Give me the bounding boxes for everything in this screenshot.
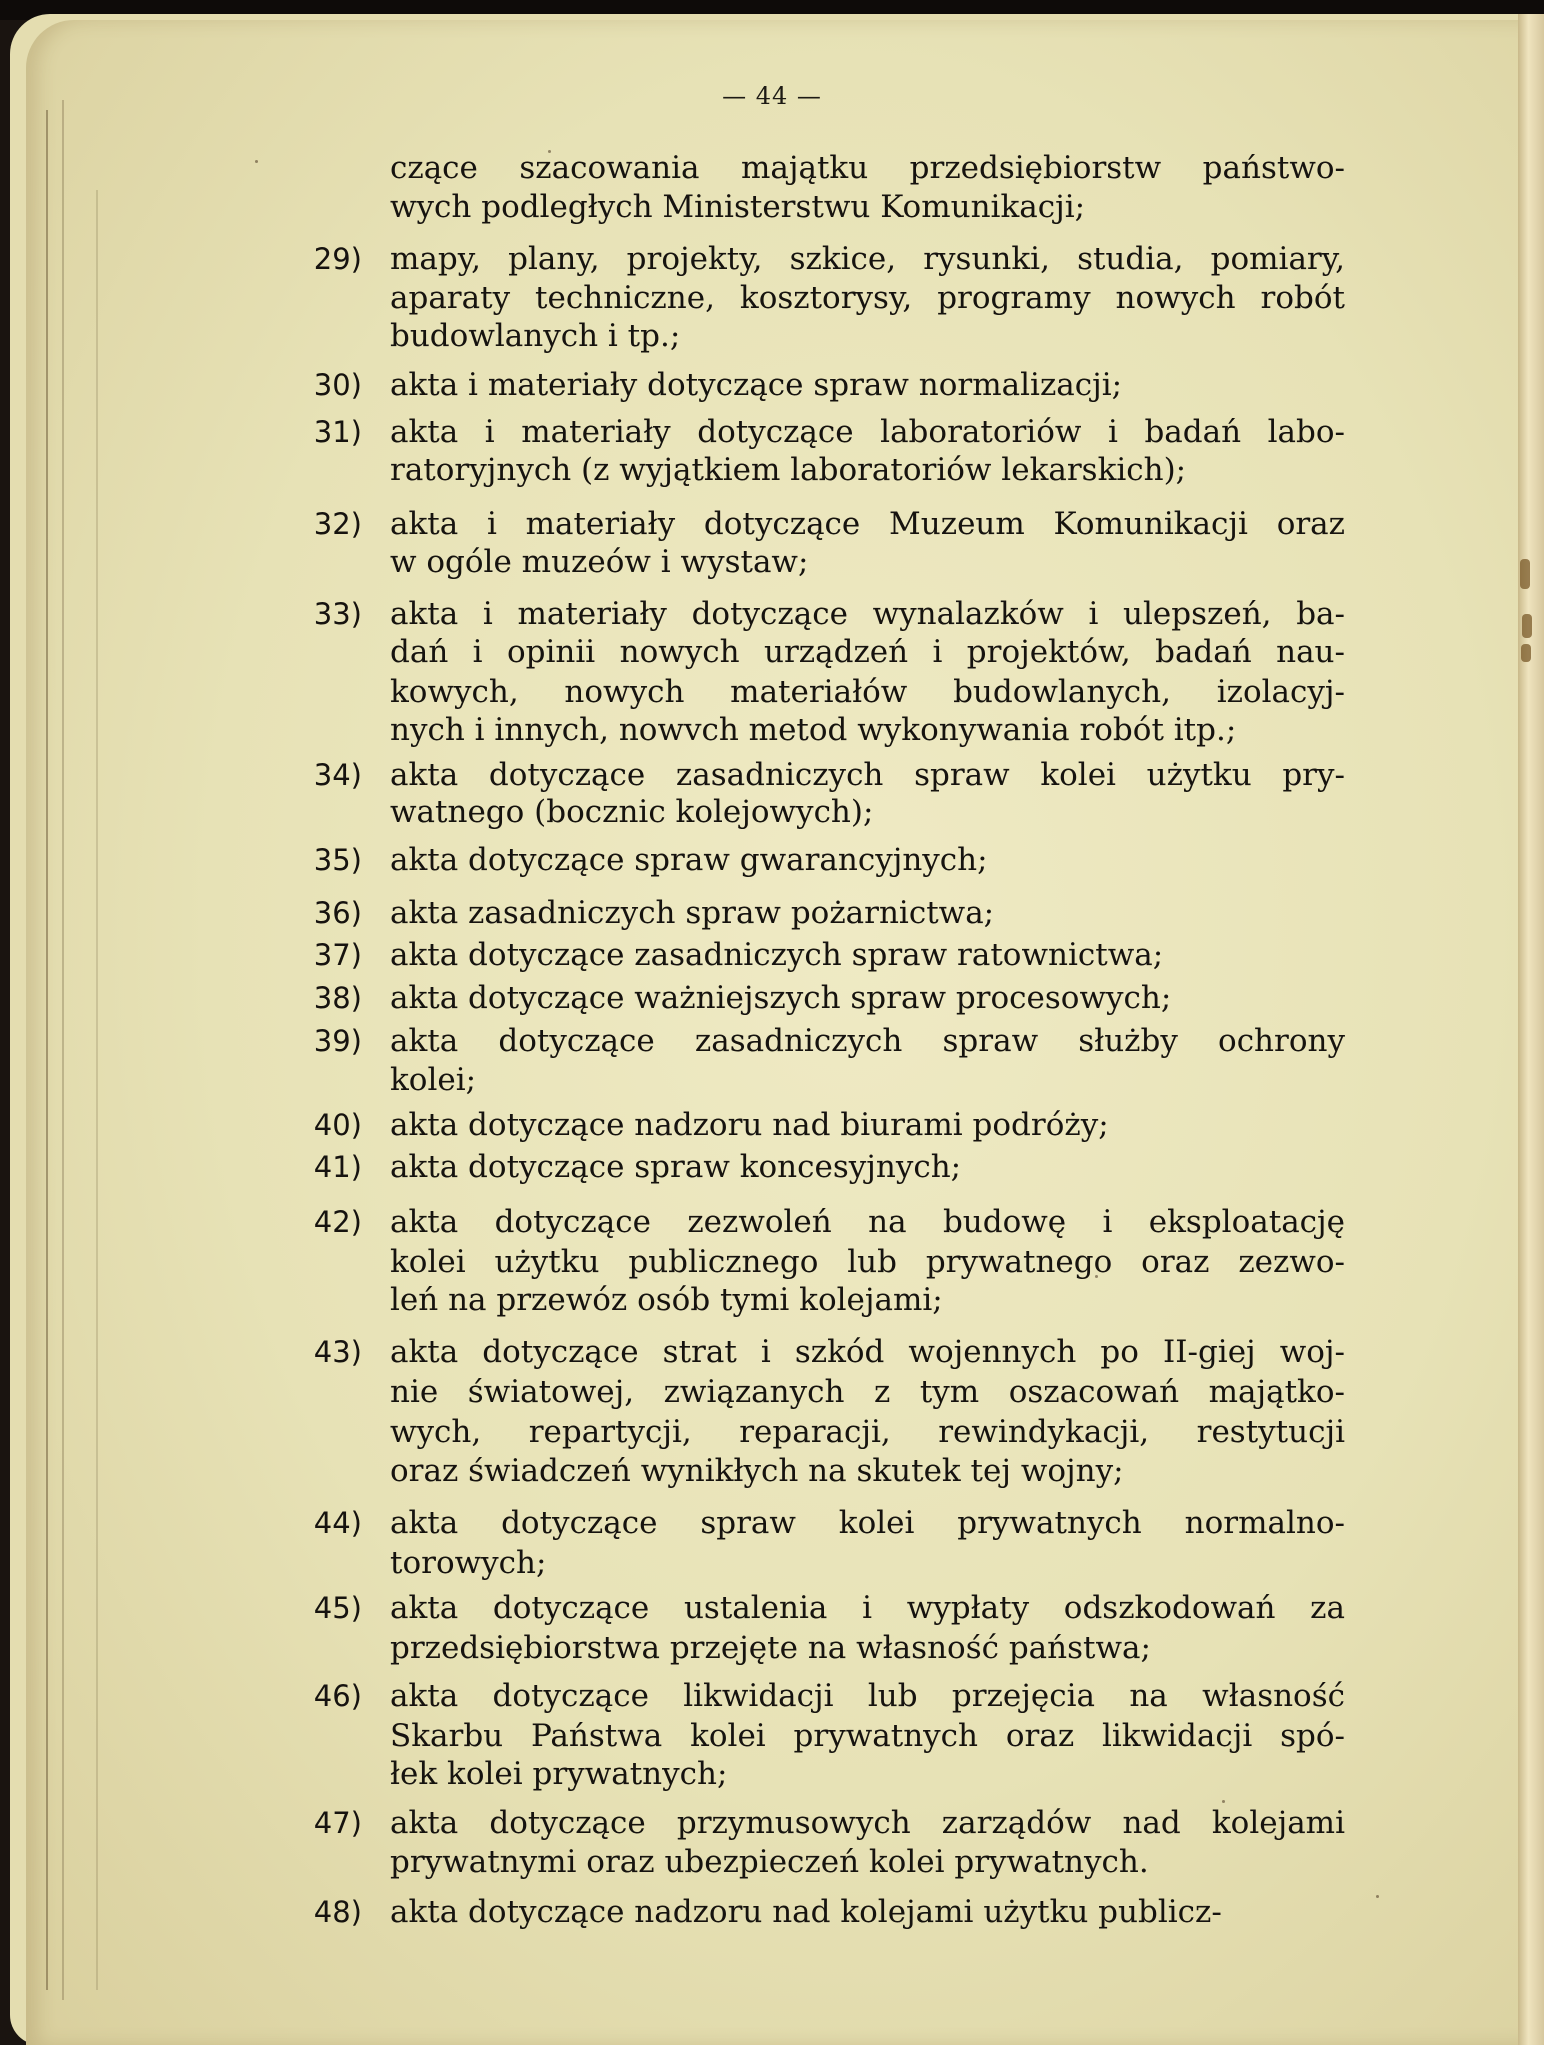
item-text-line: akta i materiały dotyczące laboratoriów i badań labo- bbox=[390, 414, 1345, 450]
item-text-line: akta dotyczące zasadniczych spraw kolei użytku pry- bbox=[390, 757, 1345, 793]
item-number: 34) bbox=[313, 758, 362, 792]
paper-speck bbox=[255, 160, 258, 163]
stain-mark bbox=[1520, 559, 1530, 589]
item-number: 42) bbox=[313, 1205, 362, 1239]
item-text-line: akta dotyczące likwidacji lub przejęcia na własność bbox=[390, 1678, 1345, 1714]
item-text-line: akta dotyczące zasadniczych spraw ratownictwa; bbox=[390, 937, 1164, 973]
item-text-line: aparaty techniczne, kosztorysy, programy nowych robót bbox=[390, 280, 1345, 316]
page-fold-line bbox=[46, 110, 48, 1990]
item-text-line: nie światowej, związanych z tym oszacowań majątko- bbox=[390, 1374, 1345, 1410]
item-text-line: kolei użytku publicznego lub prywatnego oraz zezwo- bbox=[390, 1244, 1345, 1280]
item-text-line: łek kolei prywatnych; bbox=[390, 1756, 728, 1792]
item-text-line: akta dotyczące zezwoleń na budowę i eksploatację bbox=[390, 1204, 1345, 1240]
page-fold-line bbox=[62, 100, 64, 2000]
item-text-line: akta zasadniczych spraw pożarnictwa; bbox=[390, 895, 995, 931]
stain-mark bbox=[1521, 644, 1531, 662]
paper-speck bbox=[1376, 1895, 1379, 1898]
item-number: 47) bbox=[313, 1806, 362, 1840]
item-text-line: Skarbu Państwa kolei prywatnych oraz likwidacji spó- bbox=[390, 1718, 1345, 1754]
item-text-line: przedsiębiorstwa przejęte na własność państwa; bbox=[390, 1630, 1151, 1666]
item-number: 41) bbox=[313, 1150, 362, 1184]
item-text-line: akta dotyczące strat i szkód wojennych po II-giej woj- bbox=[390, 1334, 1345, 1370]
item-number: 36) bbox=[313, 896, 362, 930]
item-number: 46) bbox=[313, 1679, 362, 1713]
item-number: 40) bbox=[313, 1108, 362, 1142]
item-text-line: akta dotyczące spraw koncesyjnych; bbox=[390, 1149, 962, 1185]
item-number: 37) bbox=[313, 938, 362, 972]
item-text-line: oraz świadczeń wynikłych na skutek tej wojny; bbox=[390, 1453, 1124, 1489]
item-number: 39) bbox=[313, 1024, 362, 1058]
item-text-line: dań i opinii nowych urządzeń i projektów, badań nau- bbox=[390, 634, 1345, 670]
item-number: 44) bbox=[313, 1506, 362, 1540]
item-text-line: akta dotyczące spraw kolei prywatnych normalno- bbox=[390, 1505, 1345, 1541]
item-text-line: nych i innych, nowvch metod wykonywania robót itp.; bbox=[390, 712, 1237, 748]
item-number: 32) bbox=[313, 507, 362, 541]
page-fold-line bbox=[96, 190, 98, 1990]
item-text-line: akta i materiały dotyczące wynalazków i ulepszeń, ba- bbox=[390, 596, 1345, 632]
item-number: 29) bbox=[313, 242, 362, 276]
item-text-line: akta dotyczące spraw gwarancyjnych; bbox=[390, 842, 988, 878]
item-text-line: torowych; bbox=[390, 1545, 547, 1581]
item-text-line: akta dotyczące nadzoru nad kolejami użytku publicz- bbox=[390, 1894, 1222, 1930]
item-text-line: akta dotyczące przymusowych zarządów nad kolejami bbox=[390, 1805, 1345, 1841]
item-number: 35) bbox=[313, 843, 362, 877]
item-text-line: akta dotyczące nadzoru nad biurami podróży; bbox=[390, 1107, 1109, 1143]
item-text-line: akta i materiały dotyczące Muzeum Komunikacji oraz bbox=[390, 506, 1345, 542]
item-text-line: wych, repartycji, reparacji, rewindykacji, restytucji bbox=[390, 1414, 1345, 1450]
item-number: 43) bbox=[313, 1335, 362, 1369]
right-page-edge bbox=[1518, 14, 1544, 2045]
item-text-line: prywatnymi oraz ubezpieczeń kolei prywatnych. bbox=[390, 1844, 1149, 1880]
item-number: 48) bbox=[313, 1895, 362, 1929]
item-text-line: akta dotyczące ważniejszych spraw procesowych; bbox=[390, 980, 1172, 1016]
page-number: — 44 — bbox=[722, 82, 822, 110]
continuation-line: wych podległych Ministerstwu Komunikacji; bbox=[390, 189, 1086, 225]
item-number: 30) bbox=[313, 368, 362, 402]
item-text-line: mapy, plany, projekty, szkice, rysunki, studia, pomiary, bbox=[390, 241, 1345, 277]
item-text-line: ratoryjnych (z wyjątkiem laboratoriów lekarskich); bbox=[390, 452, 1187, 488]
item-text-line: watnego (bocznic kolejowych); bbox=[390, 794, 874, 830]
paper-speck bbox=[1222, 1800, 1225, 1803]
item-text-line: w ogóle muzeów i wystaw; bbox=[390, 544, 809, 580]
item-text-line: akta dotyczące zasadniczych spraw służby ochrony bbox=[390, 1023, 1345, 1059]
item-number: 38) bbox=[313, 981, 362, 1015]
item-number: 45) bbox=[313, 1591, 362, 1625]
continuation-line: czące szacowania majątku przedsiębiorstw państwo- bbox=[390, 150, 1345, 186]
item-number: 31) bbox=[313, 415, 362, 449]
item-text-line: budowlanych i tp.; bbox=[390, 318, 681, 354]
item-text-line: akta i materiały dotyczące spraw normalizacji; bbox=[390, 367, 1123, 403]
item-number: 33) bbox=[313, 597, 362, 631]
item-text-line: kolei; bbox=[390, 1062, 477, 1098]
stain-mark bbox=[1522, 614, 1532, 638]
item-text-line: leń na przewóz osób tymi kolejami; bbox=[390, 1282, 943, 1318]
item-text-line: akta dotyczące ustalenia i wypłaty odszkodowań za bbox=[390, 1590, 1345, 1626]
item-text-line: kowych, nowych materiałów budowlanych, izolacyj- bbox=[390, 674, 1345, 710]
